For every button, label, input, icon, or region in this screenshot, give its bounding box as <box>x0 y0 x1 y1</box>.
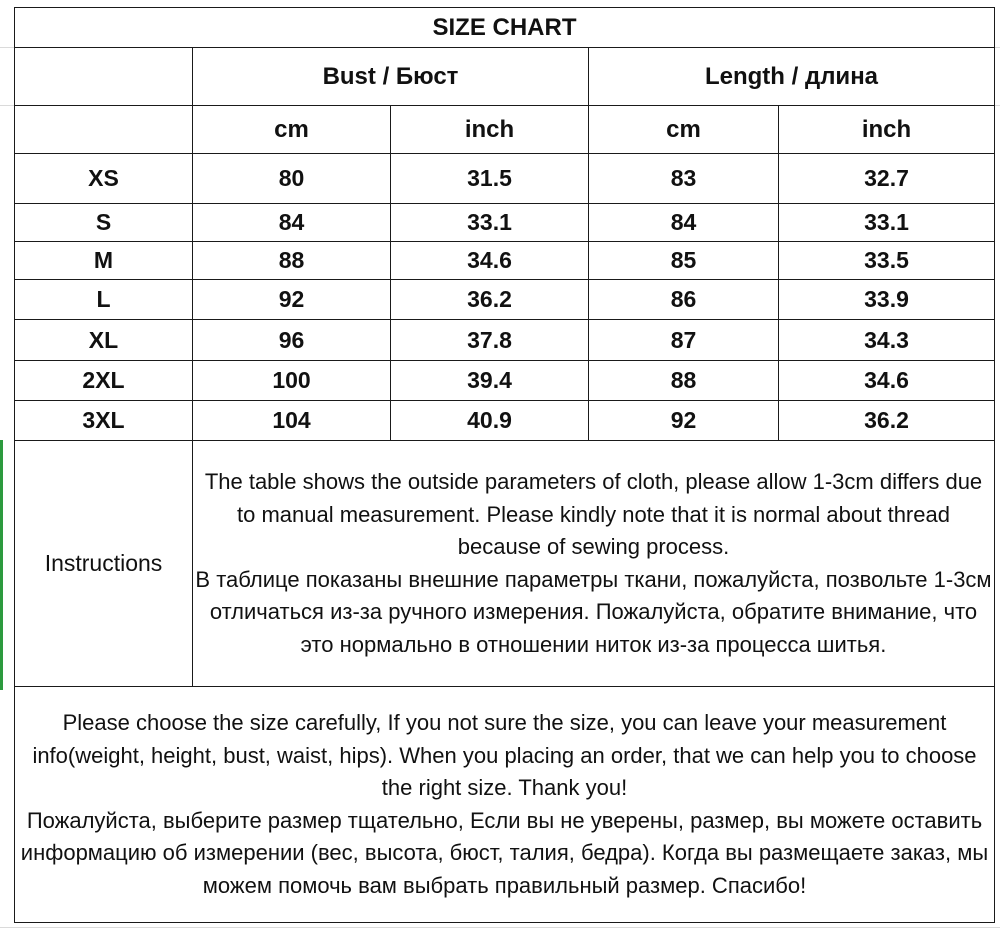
bust-inch-cell: 34.6 <box>391 242 589 280</box>
size-cell: S <box>15 204 193 242</box>
size-cell: XL <box>15 320 193 361</box>
length-cm-cell: 86 <box>589 280 779 320</box>
bust-header: Bust / Бюст <box>193 48 589 106</box>
table-row <box>15 204 995 242</box>
unit-header-row <box>15 106 995 154</box>
size-cell: M <box>15 242 193 280</box>
note-text-ru: Пожалуйста, выберите размер тщательно, Если вы не уверены, размер, вы можете оставить информацию об измерении (вес, высота, бюст, талия, бедра). Когда вы размещаете заказ, мы можем помочь вам выбрать правильный размер. Спасибо! <box>20 807 989 898</box>
length-cm-cell: 85 <box>589 242 779 280</box>
bust-inch-cell: 31.5 <box>391 154 589 204</box>
group-header-row <box>15 48 995 106</box>
note-text-en: Please choose the size carefully, If you not sure the size, you can leave your measurement info(weight, height, bust, waist, hips). When you placing an order, that we can help you to choose the right size. Thank you! <box>32 710 977 800</box>
bust-cm-cell: 96 <box>193 320 391 361</box>
length-cm-cell: 83 <box>589 154 779 204</box>
instructions-cell <box>193 441 995 687</box>
bust-inch-cell: 39.4 <box>391 361 589 401</box>
table-row <box>15 280 995 320</box>
length-cm-cell: 88 <box>589 361 779 401</box>
row-selection-indicator <box>0 440 3 690</box>
bust-inch-cell: 37.8 <box>391 320 589 361</box>
length-cm-header: cm <box>589 106 779 154</box>
bust-cm-cell: 92 <box>193 280 391 320</box>
sheet-gridline <box>0 927 1000 928</box>
instructions-label: Instructions <box>15 441 193 687</box>
bust-cm-cell: 88 <box>193 242 391 280</box>
bust-cm-cell: 100 <box>193 361 391 401</box>
size-cell: 3XL <box>15 401 193 441</box>
bust-inch-cell: 40.9 <box>391 401 589 441</box>
instructions-row <box>15 441 995 687</box>
length-inch-cell: 34.3 <box>779 320 995 361</box>
chart-title: SIZE CHART <box>15 8 995 48</box>
size-cell: XS <box>15 154 193 204</box>
table-row <box>15 154 995 204</box>
note-cell <box>15 687 995 923</box>
bust-inch-header: inch <box>391 106 589 154</box>
size-cell: 2XL <box>15 361 193 401</box>
size-chart-table <box>14 7 995 923</box>
length-inch-header: inch <box>779 106 995 154</box>
length-inch-cell: 34.6 <box>779 361 995 401</box>
bust-cm-cell: 80 <box>193 154 391 204</box>
length-inch-cell: 33.1 <box>779 204 995 242</box>
empty-corner-cell <box>15 106 193 154</box>
length-inch-cell: 36.2 <box>779 401 995 441</box>
length-cm-cell: 87 <box>589 320 779 361</box>
bust-inch-cell: 33.1 <box>391 204 589 242</box>
empty-corner-cell <box>15 48 193 106</box>
size-cell: L <box>15 280 193 320</box>
length-header: Length / длина <box>589 48 995 106</box>
length-cm-cell: 84 <box>589 204 779 242</box>
table-row <box>15 361 995 401</box>
note-row <box>15 687 995 923</box>
bust-cm-header: cm <box>193 106 391 154</box>
length-inch-cell: 33.5 <box>779 242 995 280</box>
instructions-text-ru: В таблице показаны внешние параметры ткани, пожалуйста, позвольте 1-3см отличаться из-за ручного измерения. Пожалуйста, обратите внимание, что это нормально в отношении ниток из-за процесса шитья. <box>195 566 992 657</box>
length-cm-cell: 92 <box>589 401 779 441</box>
title-row <box>15 8 995 48</box>
table-row <box>15 320 995 361</box>
bust-cm-cell: 104 <box>193 401 391 441</box>
table-row <box>15 401 995 441</box>
length-inch-cell: 33.9 <box>779 280 995 320</box>
table-row <box>15 242 995 280</box>
bust-cm-cell: 84 <box>193 204 391 242</box>
length-inch-cell: 32.7 <box>779 154 995 204</box>
instructions-text-en: The table shows the outside parameters of cloth, please allow 1-3cm differs due to manual measurement. Please kindly note that it is normal about thread because of sewing process. <box>204 469 983 559</box>
bust-inch-cell: 36.2 <box>391 280 589 320</box>
